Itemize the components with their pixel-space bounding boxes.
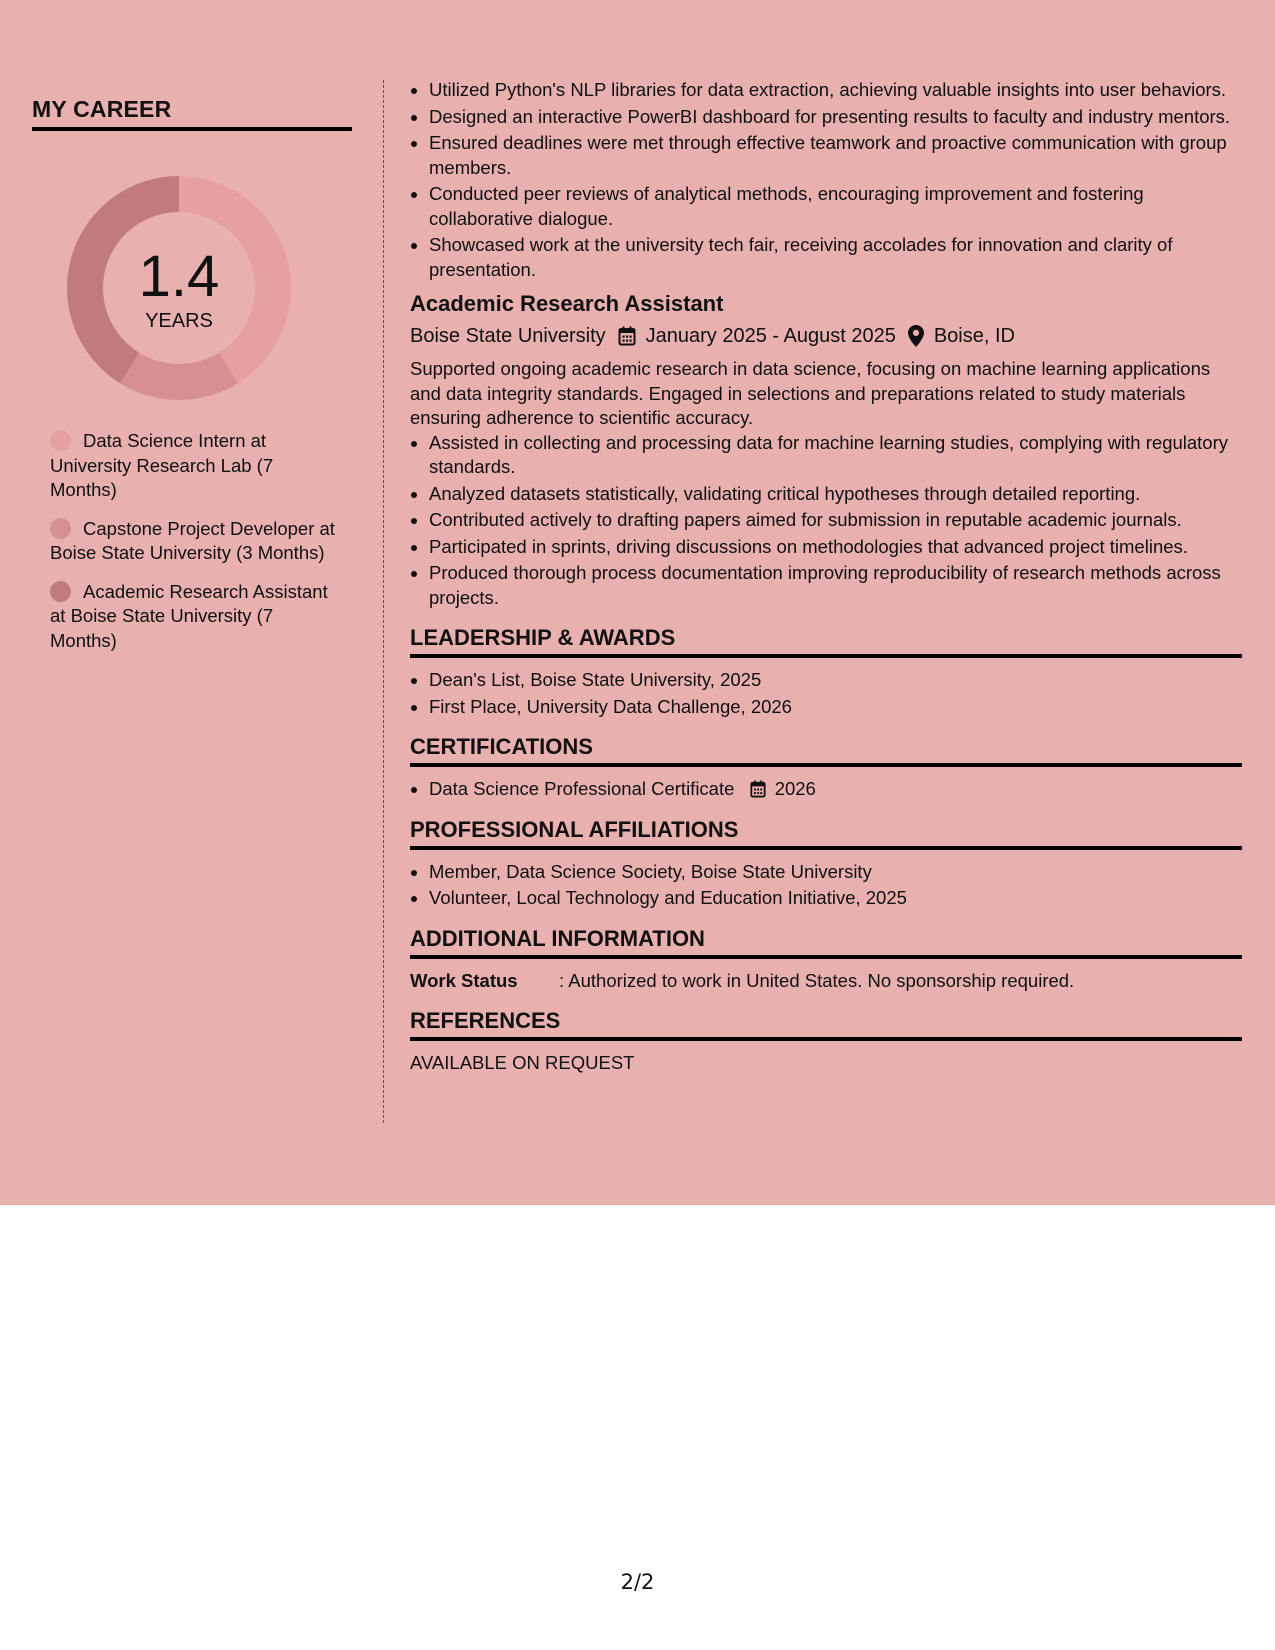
certification-year: 2026	[774, 778, 816, 799]
total-years-label: YEARS	[145, 309, 213, 332]
location-pin-icon	[908, 325, 924, 347]
career-legend-item	[50, 429, 340, 503]
references-heading: REFERENCES	[410, 1007, 1242, 1041]
leadership-heading: LEADERSHIP & AWARDS	[410, 624, 1242, 658]
total-years-value: 1.4	[138, 243, 220, 309]
career-legend-item	[50, 517, 340, 566]
bullet-item: • Participated in sprints, driving discussions on methodologies that advanced project timelines.	[429, 535, 1242, 560]
job-meta	[410, 321, 1242, 351]
award-item: • First Place, University Data Challenge, 2026	[429, 695, 1242, 720]
main-content	[410, 78, 1242, 1076]
leadership-list	[410, 668, 1242, 719]
affiliations-heading: PROFESSIONAL AFFILIATIONS	[410, 816, 1242, 850]
bullet-item: • Designed an interactive PowerBI dashboard for presenting results to faculty and industry mentors.	[429, 105, 1242, 130]
bullet-item: • Assisted in collecting and processing data for machine learning studies, complying with regulatory standards.	[429, 431, 1242, 480]
legend-dot	[50, 518, 71, 539]
bullet-item: • Conducted peer reviews of analytical methods, encouraging improvement and fostering collaborative dialogue.	[429, 182, 1242, 231]
work-status-row	[410, 969, 1242, 994]
bullet-item: • Contributed actively to drafting papers aimed for submission in reputable academic journals.	[429, 508, 1242, 533]
job-entry	[410, 290, 1242, 610]
affiliation-item: • Volunteer, Local Technology and Education Initiative, 2025	[429, 886, 1242, 911]
bullet-item: • Produced thorough process documentation improving reproducibility of research methods across projects.	[429, 561, 1242, 610]
job-description: Supported ongoing academic research in data science, focusing on machine learning applications and data integrity standards. Engaged in selections and preparations related to study materials ensuring adherence to scientific accuracy.	[410, 358, 1211, 428]
bullet-item: • Utilized Python's NLP libraries for data extraction, achieving valuable insights into user behaviors.	[429, 78, 1242, 103]
legend-label: Academic Research Assistant at Boise State University (7 Months)	[50, 580, 328, 651]
affiliations-list	[410, 860, 1242, 911]
certifications-list	[410, 777, 1242, 802]
legend-label: Data Science Intern at University Research Lab (7 Months)	[50, 430, 274, 500]
legend-dot	[50, 581, 71, 602]
work-status-label: Work Status	[410, 969, 518, 991]
career-heading: MY CAREER	[32, 96, 352, 131]
previous-job-bullets	[410, 78, 1242, 282]
career-sidebar	[32, 96, 352, 667]
bullet-item: • Showcased work at the university tech fair, receiving accolades for innovation and clarity of presentation.	[429, 233, 1242, 282]
work-status-value: : Authorized to work in United States. No sponsorship required.	[559, 969, 1075, 991]
references-text: AVAILABLE ON REQUEST	[410, 1052, 635, 1073]
certifications-heading: CERTIFICATIONS	[410, 733, 1242, 767]
legend-label: Capstone Project Developer at Boise State University (3 Months)	[50, 517, 335, 563]
career-legend	[50, 429, 340, 653]
job-employer: Boise State University	[410, 325, 606, 347]
career-legend-item	[50, 580, 340, 654]
column-divider	[383, 80, 384, 1123]
award-item: • Dean's List, Boise State University, 2025	[429, 668, 1242, 693]
job-dates: January 2025 - August 2025	[645, 325, 896, 347]
page-number: 2/2	[620, 1570, 655, 1594]
legend-dot	[50, 430, 71, 451]
career-donut-chart	[64, 173, 294, 403]
donut-center	[64, 173, 294, 403]
certification-name: Data Science Professional Certificate	[429, 778, 735, 799]
additional-info-heading: ADDITIONAL INFORMATION	[410, 925, 1242, 959]
job-bullets	[410, 431, 1242, 611]
affiliation-item: • Member, Data Science Society, Boise State University	[429, 860, 1242, 885]
job-location: Boise, ID	[933, 325, 1015, 347]
calendar-icon	[750, 780, 766, 798]
calendar-icon	[618, 326, 636, 346]
bullet-item: • Ensured deadlines were met through effective teamwork and proactive communication with group members.	[429, 131, 1242, 180]
certification-item	[429, 777, 1242, 802]
bullet-item: • Analyzed datasets statistically, validating critical hypotheses through detailed reporting.	[429, 482, 1242, 507]
job-title: Academic Research Assistant	[410, 291, 724, 316]
